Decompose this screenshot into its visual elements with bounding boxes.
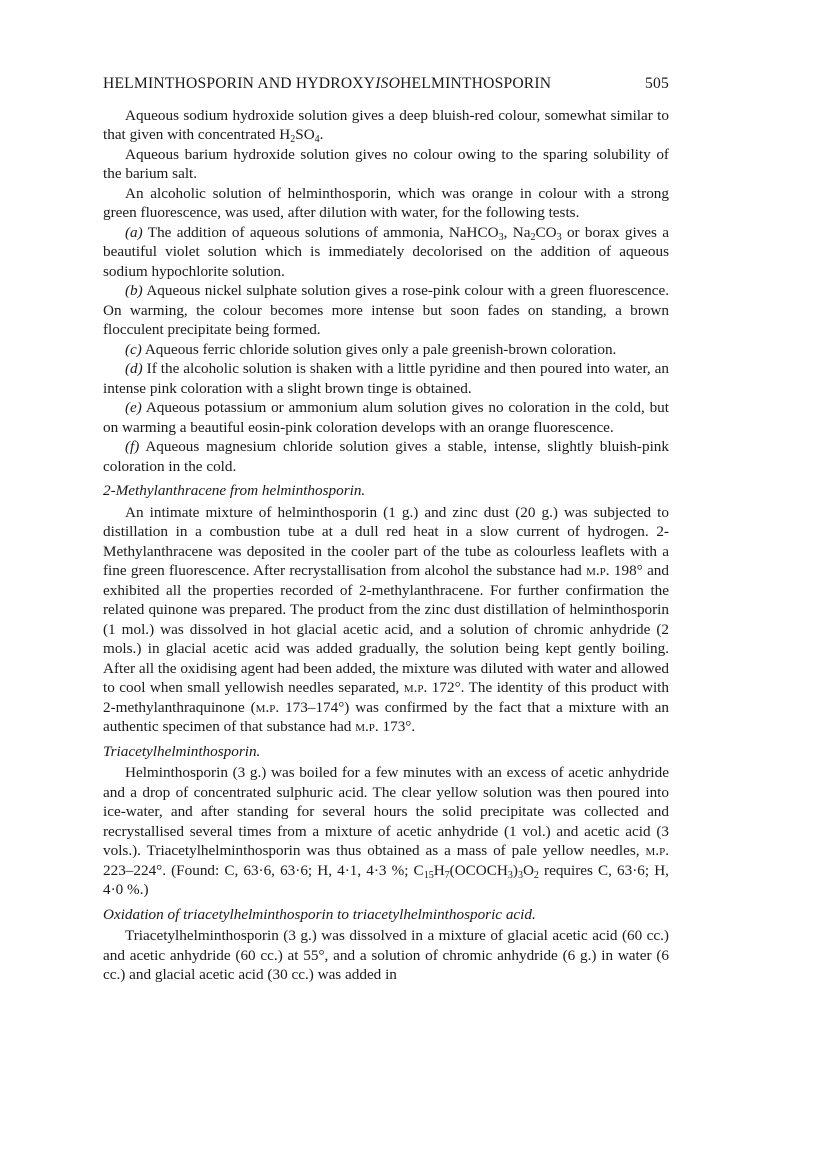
test-f: (f) Aqueous magnesium chloride solution gives a stable, intense, slightly bluish-pink coloration in the cold.: [103, 438, 669, 475]
paragraph-methylanthracene: An intimate mixture of helminthosporin (1 g.) and zinc dust (20 g.) was subjected to distillation in a combustion tube at a dull red heat in a slow current of hydrogen. 2-Methylanthracene was deposited in the cooler part of the tube as colourless leaflets with a fine green fluorescence. After recrystallisation from alcohol the substance had m.p. 198° and exhibited all the properties recorded of 2-methylanthracene. For further confirmation the related quinone was prepared. The product from the zinc dust distillation of helminthosporin (1 mol.) was dissolved in hot glacial acetic acid, and a solution of chromic anhydride (2 mols.) in glacial acetic acid was added gradually, the solution being kept gently boiling. After all the oxidising agent had been added, the mixture was diluted with water and allowed to cool when small yellowish needles separated, m.p. 172°. The identity of this product with 2-methylanthraquinone (m.p. 173–174°) was confirmed by the fact that a mixture with an authentic specimen of that substance had m.p. 173°.: [103, 503, 669, 735]
test-d: (d) If the alcoholic solution is shaken with a little pyridine and then poured into water, an intense pink coloration with a slight brown tinge is obtained.: [103, 360, 669, 397]
journal-page: [103, 74, 669, 985]
page-number: 505: [645, 75, 669, 92]
running-title-italic: ISO: [375, 75, 401, 92]
test-c: (c) Aqueous ferric chloride solution gives only a pale greenish-brown coloration.: [125, 340, 617, 358]
paragraph-triacetyl: Helminthosporin (3 g.) was boiled for a few minutes with an excess of acetic anhydride and a drop of concentrated sulphuric acid. The clear yellow solution was then poured into ice-water, and after standing for several hours the solid precipitate was collected and recrystallised several times from a mixture of acetic anhydride (1 vol.) and acetic acid (3 vols.). Triacetylhelminthosporin was thus obtained as a mass of pale yellow needles, m.p. 223–224°. (Found: C, 63·6, 63·6; H, 4·1, 4·3 %; $C_{15}H_7(OCOCH_3)_3O_2$ requires C, 63·6; H, 4·0 %.): [103, 764, 669, 898]
running-head: [103, 74, 669, 94]
running-title: [103, 74, 551, 94]
section-heading-triacetyl: Triacetylhelminthosporin.: [103, 742, 261, 760]
running-title-end: HELMINTHOSPORIN: [400, 75, 552, 92]
section-heading-methylanthracene: 2-Methylanthracene from helminthosporin.: [103, 482, 366, 499]
test-b: (b) Aqueous nickel sulphate solution gives a rose-pink colour with a green fluorescence. On warming, the colour becomes more intense but soon fades on standing, a brown flocculent precipitate being formed.: [103, 282, 669, 338]
running-title-part: HELMINTHOSPORIN AND HYDROXY: [103, 75, 376, 92]
paragraph-alcoholic-solution: An alcoholic solution of helminthosporin, which was orange in colour with a strong green fluorescence, was used, after dilution with water, for the following tests.: [103, 184, 669, 221]
paragraph-barium-hydroxide: Aqueous barium hydroxide solution gives no colour owing to the sparing solubility of the barium salt.: [103, 145, 669, 182]
test-e: (e) Aqueous potassium or ammonium alum solution gives no coloration in the cold, but on warming a beautiful eosin-pink coloration develops with an orange fluorescence.: [103, 399, 669, 436]
section-heading-oxidation: Oxidation of triacetylhelminthosporin to triacetylhelminthosporic acid.: [103, 905, 536, 923]
paragraph-oxidation: Triacetylhelminthosporin (3 g.) was dissolved in a mixture of glacial acetic acid (60 cc.) and acetic anhydride (60 cc.) at 55°, and a solution of chromic anhydride (6 g.) in water (6 cc.) and glacial acetic acid (30 cc.) was added in: [103, 927, 669, 983]
paragraph-sodium-hydroxide: Aqueous sodium hydroxide solution gives a deep bluish-red colour, somewhat similar to that given with concentrated $H_2SO_4$.: [103, 106, 669, 145]
test-a: (a) The addition of aqueous solutions of ammonia, NaHCO$_3$, $Na_2CO_3$ or borax gives a beautiful violet solution which is immediately decolorised on the addition of aqueous sodium hypochlorite solution.: [103, 223, 670, 280]
